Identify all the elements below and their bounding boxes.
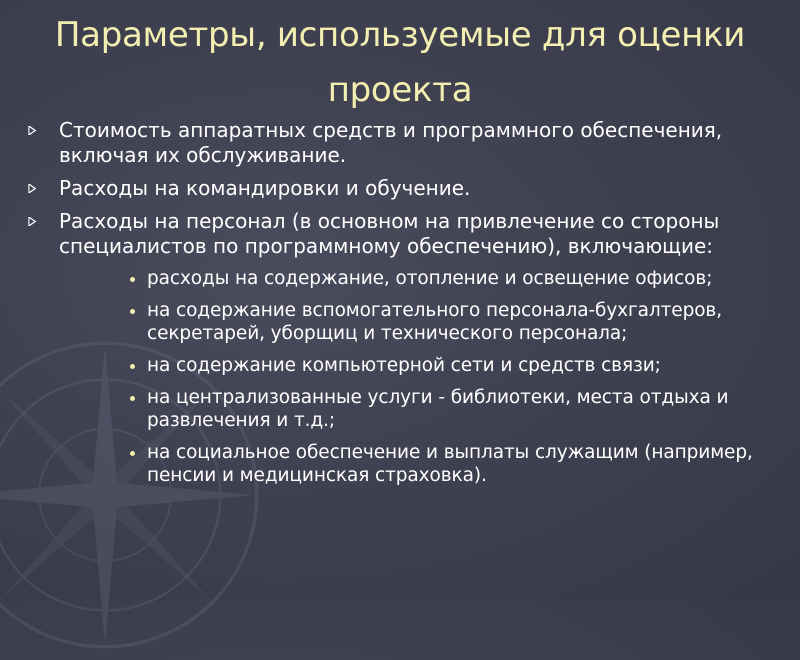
arrow-bullet-icon xyxy=(28,126,37,135)
arrow-bullet-icon xyxy=(28,184,37,193)
dot-bullet-icon xyxy=(130,364,135,369)
slide-title-line-1: Параметры, используемые для оценки xyxy=(54,15,746,55)
sub-bullet-item xyxy=(130,386,768,432)
bullet-item xyxy=(28,209,768,259)
sub-bullet-text: на централизованные услуги - библиотеки, места отдыха и развлечения и т.д.; xyxy=(147,387,729,431)
arrow-bullet-icon xyxy=(28,217,37,226)
sub-bullet-text: расходы на содержание, отопление и освещение офисов; xyxy=(147,268,713,289)
sub-bullet-item xyxy=(130,354,768,377)
bullet-list xyxy=(28,118,768,496)
sub-bullet-item xyxy=(130,267,768,290)
slide-title-line-2: проекта xyxy=(327,70,473,110)
sub-bullet-text: на содержание вспомогательного персонала-бухгалтеров, секретарей, уборщиц и технического персонала; xyxy=(147,300,723,344)
bullet-item xyxy=(28,176,768,201)
sub-bullet-text: на содержание компьютерной сети и средств связи; xyxy=(147,355,661,376)
slide-title xyxy=(20,8,780,118)
bullet-text: Расходы на персонал (в основном на привлечение со стороны специалистов по программному обеспечению), включающие: xyxy=(59,209,720,258)
sub-bullet-item xyxy=(130,441,768,487)
dot-bullet-icon xyxy=(130,396,135,401)
dot-bullet-icon xyxy=(130,451,135,456)
bullet-text: Расходы на командировки и обучение. xyxy=(59,176,471,200)
dot-bullet-icon xyxy=(130,277,135,282)
dot-bullet-icon xyxy=(130,309,135,314)
sub-bullet-item xyxy=(130,299,768,345)
bullet-item xyxy=(28,118,768,168)
sub-bullet-text: на социальное обеспечение и выплаты служащим (например, пенсии и медицинская страховка). xyxy=(147,442,753,486)
sub-bullet-list xyxy=(28,267,768,487)
bullet-text: Стоимость аппаратных средств и программного обеспечения, включая их обслуживание. xyxy=(59,118,723,167)
